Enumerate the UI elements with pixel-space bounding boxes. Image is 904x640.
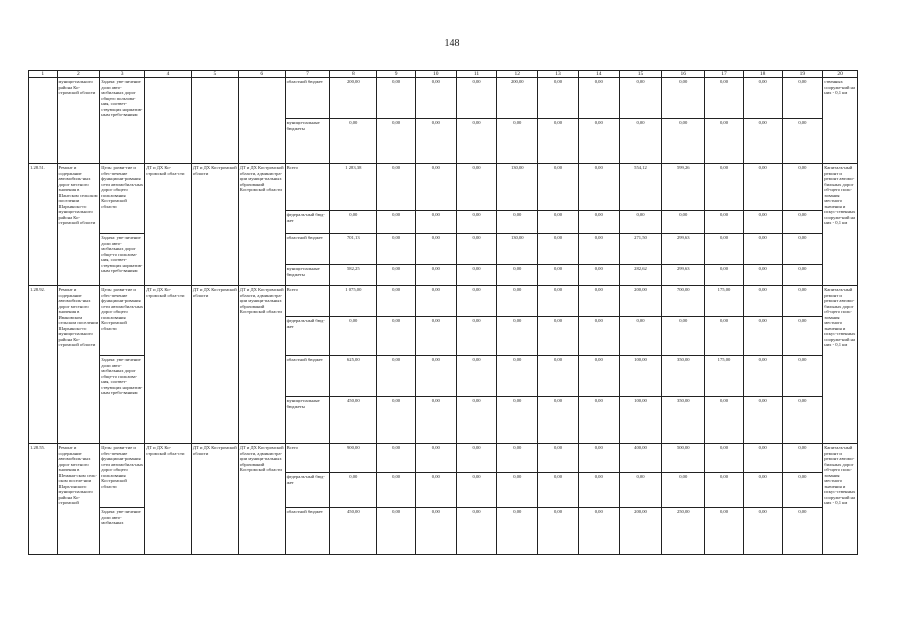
column-number: 4 (145, 71, 192, 78)
column-number: 14 (578, 71, 619, 78)
executor-cell: ДТ и ДХ Ко-стромской обла-сти (145, 444, 192, 555)
value-cell: 0,00 (782, 397, 823, 444)
value-cell: 0,00 (456, 444, 497, 473)
value-cell: 0,00 (782, 444, 823, 473)
value-cell: 400,00 (619, 444, 662, 473)
item-name-cell: Ремонт и содержание автомобиль-ных дорог местного значения в Ивановском сельском поселении Шарьинско-го муници-пального района Ко-стромской области (57, 286, 100, 444)
value-cell: 0,00 (497, 508, 538, 555)
value-cell: 0,00 (456, 397, 497, 444)
value-cell: 0,00 (377, 211, 416, 234)
value-cell: 0,00 (782, 119, 823, 164)
value-cell: 0,00 (415, 444, 456, 473)
value-cell: 450,00 (330, 508, 377, 555)
value-cell: 0,00 (377, 444, 416, 473)
value-cell: 1 283,38 (330, 164, 377, 211)
goal-cell: Цель: разви-тие и обес-печение функциони-рования сети автомобиль-ных дорог общего пользования Костромской области (100, 164, 145, 234)
value-cell: 0,00 (377, 317, 416, 356)
column-number-row (29, 71, 858, 78)
item-name-cell: Ремонт и содержание автомобиль-ных дорог местного значения в Шангском сельском поселении Шарьинско-го муници-пального района Ко-стромской области (57, 164, 100, 286)
value-cell: 0,00 (619, 119, 662, 164)
funding-source-cell: муници-пальные бюджеты (285, 265, 330, 286)
value-cell: 0,00 (456, 164, 497, 211)
column-number: 13 (538, 71, 579, 78)
value-cell: 0,00 (538, 508, 579, 555)
goal-task-cell: Задача: уве-личение доли авто-мобильных дорог общего пользова-ния, соответ-ствующих норматив-ным требо-ваниям (100, 78, 145, 164)
value-cell: 282,62 (619, 265, 662, 286)
funding-source-cell: Всего (285, 286, 330, 317)
value-cell: 0,00 (705, 265, 744, 286)
value-cell: 0,00 (538, 473, 579, 508)
funding-source-cell: Всего (285, 164, 330, 211)
value-cell: 0,00 (497, 119, 538, 164)
result-cell: ственных сооруже-ний на них - 0,1 км (823, 78, 858, 164)
value-cell: 0,00 (782, 164, 823, 211)
value-cell: 0,00 (782, 211, 823, 234)
column-number: 15 (619, 71, 662, 78)
value-cell: 0,00 (330, 119, 377, 164)
value-cell: 900,00 (330, 444, 377, 473)
value-cell: 0,00 (578, 78, 619, 119)
executor-cell: ДТ и ДХ Костромской области (191, 286, 238, 444)
value-cell: 271,50 (619, 234, 662, 265)
value-cell: 0,00 (497, 356, 538, 397)
value-cell: 0,00 (377, 286, 416, 317)
value-cell: 0,00 (782, 286, 823, 317)
value-cell: 0,00 (377, 265, 416, 286)
executor-cell: ДТ и ДХ Ко-стромской обла-сти (145, 286, 192, 444)
table-row (29, 78, 858, 119)
value-cell: 0,00 (705, 119, 744, 164)
task-cell: Задача: уве-личение доли авто-мобильных (100, 508, 145, 555)
value-cell: 450,00 (330, 397, 377, 444)
column-number: 1 (29, 71, 58, 78)
value-cell: 0,00 (743, 317, 782, 356)
value-cell: 0,00 (330, 317, 377, 356)
value-cell: 0,00 (705, 473, 744, 508)
value-cell: 0,00 (578, 356, 619, 397)
value-cell: 250,00 (662, 508, 705, 555)
page-number: 148 (444, 38, 460, 49)
value-cell: 0,00 (743, 397, 782, 444)
table-row (29, 286, 858, 317)
value-cell: 0,00 (377, 356, 416, 397)
value-cell: 0,00 (743, 234, 782, 265)
funding-source-cell: областной бюджет (285, 356, 330, 397)
column-number: 18 (743, 71, 782, 78)
executor-cell (238, 78, 285, 164)
value-cell: 0,00 (743, 164, 782, 211)
value-cell: 0,00 (377, 508, 416, 555)
column-number: 6 (238, 71, 285, 78)
goal-cell: Цель: разви-тие и обес-печение функциони-рования сети автомобиль-ных дорог общего пользования Костромской области (100, 444, 145, 508)
value-cell: 0,00 (743, 265, 782, 286)
value-cell: 0,00 (705, 397, 744, 444)
value-cell: 0,00 (538, 356, 579, 397)
item-name-cell: Ремонт и содержание автомобиль-ных дорог местного значения в Шемани-ском сель-ском поселе-нии Шарь-инского муници-пального района Ко-стромской (57, 444, 100, 555)
column-number: 20 (823, 71, 858, 78)
value-cell: 100,00 (619, 356, 662, 397)
funding-source-cell: областной бюджет (285, 78, 330, 119)
value-cell: 130,00 (497, 234, 538, 265)
value-cell: 0,00 (415, 211, 456, 234)
item-number-cell: 1.28.55. (29, 444, 58, 555)
value-cell: 200,00 (497, 78, 538, 119)
value-cell: 0,00 (578, 234, 619, 265)
funding-source-cell: областной бюджет (285, 508, 330, 555)
value-cell: 0,00 (538, 444, 579, 473)
value-cell: 0,00 (578, 265, 619, 286)
funding-source-cell: федераль-ный бюд-жет (285, 211, 330, 234)
value-cell: 0,00 (782, 473, 823, 508)
value-cell: 0,00 (415, 397, 456, 444)
value-cell: 0,00 (782, 265, 823, 286)
value-cell: 0,00 (538, 317, 579, 356)
value-cell: 0,00 (705, 508, 744, 555)
task-cell: Задача: уве-личение доли авто-мобильных дорог обще-го пользова-ния, соответ-ствующих норматив-ным требо-ваниям (100, 356, 145, 444)
value-cell: 0,00 (743, 78, 782, 119)
value-cell: 0,00 (538, 265, 579, 286)
table-row (29, 164, 858, 211)
value-cell: 0,00 (538, 286, 579, 317)
value-cell: 1 075,00 (330, 286, 377, 317)
value-cell: 130,00 (497, 164, 538, 211)
value-cell: 0,00 (662, 211, 705, 234)
value-cell: 582,25 (330, 265, 377, 286)
value-cell: 175,00 (705, 286, 744, 317)
value-cell: 0,00 (662, 119, 705, 164)
value-cell: 0,00 (782, 508, 823, 555)
funding-source-cell: Всего (285, 444, 330, 473)
executor-cell (145, 78, 192, 164)
value-cell: 0,00 (705, 444, 744, 473)
value-cell: 0,00 (415, 164, 456, 211)
value-cell: 0,00 (497, 211, 538, 234)
value-cell: 350,00 (662, 356, 705, 397)
value-cell: 0,00 (538, 234, 579, 265)
column-number: 11 (456, 71, 497, 78)
program-table (28, 70, 858, 555)
value-cell: 0,00 (415, 317, 456, 356)
column-number: 9 (377, 71, 416, 78)
value-cell: 0,00 (456, 286, 497, 317)
item-name-cell: муници-пального района Ко-стромской области (57, 78, 100, 164)
value-cell: 299,63 (662, 234, 705, 265)
value-cell: 200,00 (330, 78, 377, 119)
value-cell: 0,00 (456, 265, 497, 286)
value-cell: 175,00 (705, 356, 744, 397)
value-cell: 0,00 (415, 286, 456, 317)
value-cell: 0,00 (578, 317, 619, 356)
value-cell: 0,00 (456, 234, 497, 265)
executor-cell: ДТ и ДХ Костромской области, администра-ции муници-пальных образований Костромской области (238, 444, 285, 555)
value-cell: 0,00 (705, 211, 744, 234)
value-cell: 0,00 (743, 356, 782, 397)
value-cell: 0,00 (578, 397, 619, 444)
value-cell: 0,00 (743, 286, 782, 317)
value-cell: 0,00 (415, 356, 456, 397)
value-cell: 701,13 (330, 234, 377, 265)
value-cell: 0,00 (330, 211, 377, 234)
funding-source-cell: федераль-ный бюд-жет (285, 317, 330, 356)
value-cell: 100,00 (619, 397, 662, 444)
value-cell: 0,00 (377, 78, 416, 119)
value-cell: 0,00 (782, 234, 823, 265)
column-number: 8 (330, 71, 377, 78)
value-cell: 0,00 (705, 317, 744, 356)
value-cell: 0,00 (662, 78, 705, 119)
value-cell: 0,00 (538, 164, 579, 211)
value-cell: 0,00 (619, 473, 662, 508)
value-cell: 0,00 (782, 356, 823, 397)
value-cell: 299,63 (662, 265, 705, 286)
value-cell: 0,00 (456, 473, 497, 508)
column-number: 2 (57, 71, 100, 78)
value-cell: 0,00 (377, 473, 416, 508)
value-cell: 0,00 (377, 164, 416, 211)
value-cell: 0,00 (456, 356, 497, 397)
column-number: 16 (662, 71, 705, 78)
column-number: 12 (497, 71, 538, 78)
value-cell: 0,00 (743, 119, 782, 164)
value-cell: 0,00 (578, 119, 619, 164)
value-cell: 0,00 (619, 317, 662, 356)
executor-cell (191, 78, 238, 164)
value-cell: 0,00 (497, 397, 538, 444)
value-cell: 0,00 (415, 508, 456, 555)
value-cell: 0,00 (377, 119, 416, 164)
value-cell: 0,00 (538, 397, 579, 444)
value-cell: 0,00 (415, 473, 456, 508)
column-number: 7 (285, 71, 330, 78)
executor-cell: ДТ и ДХ Ко-стромской обла-сти (145, 164, 192, 286)
column-number: 3 (100, 71, 145, 78)
executor-cell: ДТ и ДХ Костромской области, администра-ции муници-пальных образований Костромской области (238, 164, 285, 286)
value-cell: 0,00 (705, 78, 744, 119)
value-cell: 0,00 (497, 286, 538, 317)
value-cell: 0,00 (456, 317, 497, 356)
value-cell: 0,00 (578, 444, 619, 473)
value-cell: 0,00 (578, 473, 619, 508)
value-cell: 0,00 (377, 234, 416, 265)
funding-source-cell: муници-пальные бюджеты (285, 397, 330, 444)
value-cell: 200,00 (619, 286, 662, 317)
item-number-cell: 1.28.92. (29, 286, 58, 444)
value-cell: 0,00 (743, 473, 782, 508)
table-row (29, 444, 858, 473)
value-cell: 0,00 (782, 317, 823, 356)
value-cell: 554,12 (619, 164, 662, 211)
executor-cell: ДТ и ДХ Костромской области (191, 164, 238, 286)
value-cell: 0,00 (538, 119, 579, 164)
value-cell: 700,00 (662, 286, 705, 317)
value-cell: 200,00 (619, 508, 662, 555)
value-cell: 0,00 (743, 444, 782, 473)
value-cell: 0,00 (456, 508, 497, 555)
goal-cell: Цель: разви-тие и обес-печение функциони-рования сети автомобиль-ных дорог общего пользования Костромской области (100, 286, 145, 356)
executor-cell: ДТ и ДХ Костромской области (191, 444, 238, 555)
value-cell: 0,00 (538, 78, 579, 119)
value-cell: 625,00 (330, 356, 377, 397)
result-cell: Капиталь-ный ремонт и ремонт автомо-бильных дорог об-щего поль-зования местного значения и искус-ственных сооруже-ний на них - 0,1 км (823, 286, 858, 444)
value-cell: 0,00 (497, 265, 538, 286)
value-cell: 0,00 (662, 473, 705, 508)
value-cell: 0,00 (662, 317, 705, 356)
value-cell: 0,00 (497, 317, 538, 356)
value-cell: 0,00 (497, 473, 538, 508)
value-cell: 0,00 (578, 508, 619, 555)
executor-cell: ДТ и ДХ Костромской области, администра-ции муници-пальных образований Костромской области (238, 286, 285, 444)
value-cell: 0,00 (377, 397, 416, 444)
funding-source-cell: муници-пальные бюджеты (285, 119, 330, 164)
value-cell: 0,00 (619, 211, 662, 234)
value-cell: 0,00 (415, 265, 456, 286)
value-cell: 0,00 (456, 119, 497, 164)
value-cell: 0,00 (330, 473, 377, 508)
column-number: 17 (705, 71, 744, 78)
value-cell: 0,00 (705, 164, 744, 211)
column-number: 5 (191, 71, 238, 78)
value-cell: 0,00 (578, 164, 619, 211)
value-cell: 0,00 (705, 234, 744, 265)
value-cell: 0,00 (497, 444, 538, 473)
value-cell: 599,26 (662, 164, 705, 211)
value-cell: 0,00 (538, 211, 579, 234)
value-cell: 350,00 (662, 397, 705, 444)
item-number-cell: 1.28.51. (29, 164, 58, 286)
value-cell: 0,00 (578, 211, 619, 234)
value-cell: 0,00 (415, 234, 456, 265)
funding-source-cell: федераль-ный бюд-жет (285, 473, 330, 508)
column-number: 19 (782, 71, 823, 78)
value-cell: 0,00 (743, 508, 782, 555)
value-cell: 0,00 (415, 78, 456, 119)
item-number-cell (29, 78, 58, 164)
value-cell: 0,00 (782, 78, 823, 119)
column-number: 10 (415, 71, 456, 78)
value-cell: 0,00 (415, 119, 456, 164)
task-cell: Задача: уве-личение доли авто-мобильных дорог обще-го пользова-ния, соответ-ствующих норматив-ным требо-ваниям (100, 234, 145, 286)
value-cell: 0,00 (456, 78, 497, 119)
funding-source-cell: областной бюджет (285, 234, 330, 265)
value-cell: 0,00 (619, 78, 662, 119)
value-cell: 0,00 (456, 211, 497, 234)
value-cell: 0,00 (578, 286, 619, 317)
value-cell: 500,00 (662, 444, 705, 473)
result-cell: Капиталь-ный ремонт и ремонт автомо-бильных дорог об-щего поль-зования местного значения и искус-ственных сооруже-ний на них - 0,1 км (823, 164, 858, 286)
result-cell: Капиталь-ный ремонт и ремонт автомо-бильных дорог об-щего поль-зования местного значения и искус-ственных сооруже-ний на них - 0,1 км (823, 444, 858, 555)
value-cell: 0,00 (743, 211, 782, 234)
